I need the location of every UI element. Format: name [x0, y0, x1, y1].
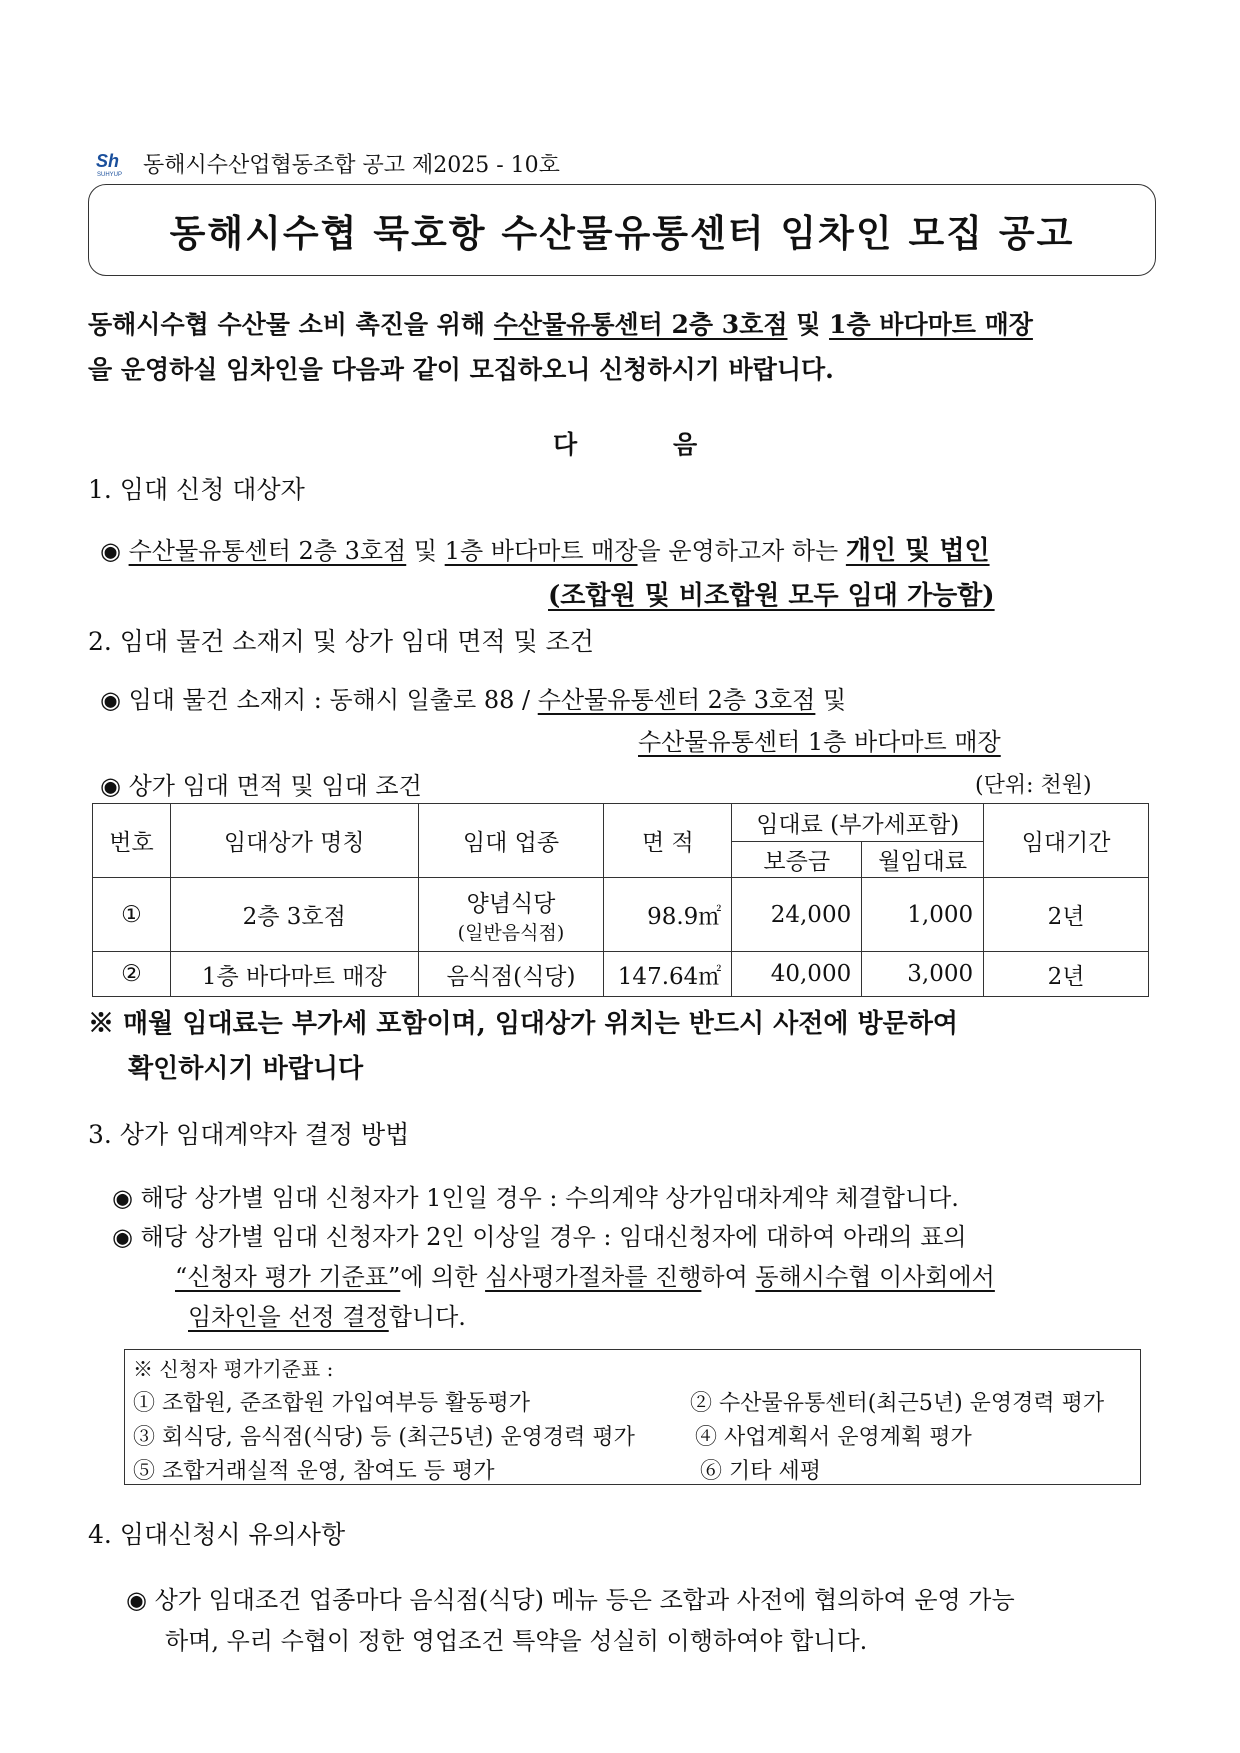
- location-store1: 수산물유통센터 2층 3호점: [537, 686, 816, 714]
- section3-bullet-1: [112, 1178, 959, 1213]
- row-type-sub: (일반음식점): [457, 921, 565, 944]
- header-rent: 임대료 (부가세포함): [732, 804, 984, 842]
- intro-line-1: [88, 305, 1033, 341]
- row-name: 2층 3호점: [170, 878, 418, 952]
- criteria-item-1: ① 조합원, 준조합원 가입여부등 활동평가: [133, 1391, 530, 1416]
- row-period: 2년: [984, 878, 1149, 952]
- rent-note-line-1: ※ 매월 임대료는 부가세 포함이며, 임대상가 위치는 반드시 사전에 방문하여: [88, 1009, 958, 1039]
- section4-bullet: [126, 1580, 1015, 1615]
- row-no: ①: [93, 878, 171, 952]
- row-type: 음식점(식당): [418, 952, 604, 997]
- row-monthly: 3,000: [862, 952, 984, 997]
- section1-store1: 수산물유통센터 2층 3호점: [128, 537, 407, 565]
- bullet-mark-icon: ◉: [112, 1184, 133, 1212]
- header-deposit: 보증금: [732, 842, 862, 878]
- criteria-item-2: ② 수산물유통센터(최근5년) 운영경력 평가: [690, 1391, 1105, 1416]
- board-ref: 동해시수협 이사회에서: [755, 1263, 995, 1291]
- bullet-mark-icon: ◉: [112, 1223, 133, 1251]
- review-process: 심사평가절차를 진행: [485, 1263, 702, 1291]
- criteria-item-3: ③ 회식당, 음식점(식당) 등 (최근5년) 운영경력 평가: [133, 1425, 635, 1450]
- notice-header: [95, 148, 560, 179]
- header-no: 번호: [93, 804, 171, 878]
- section3-text: 합니다.: [388, 1303, 466, 1331]
- header-area: 면 적: [604, 804, 732, 878]
- criteria-item-5: ⑤ 조합거래실적 운영, 참여도 등 평가: [133, 1459, 495, 1484]
- table-row: [93, 878, 1149, 952]
- section3-bullet-2-line-3: [188, 1297, 466, 1332]
- bullet-mark-icon: ◉: [126, 1586, 147, 1614]
- section3-bullet-1-text: 해당 상가별 임대 신청자가 1인일 경우 : 수의계약 상가임대차계약 체결합니다.: [140, 1184, 959, 1212]
- section1-text: 및: [406, 537, 445, 565]
- section3-bullet-2-text: 해당 상가별 임대 신청자가 2인 이상일 경우 : 임대신청자에 대하여 아래의 표의: [140, 1223, 967, 1251]
- lease-table: [92, 803, 1149, 997]
- intro-text: 동해시수협 수산물 소비 촉진을 위해: [88, 310, 494, 339]
- header-type: 임대 업종: [418, 804, 604, 878]
- row-deposit: 40,000: [732, 952, 862, 997]
- location-text: 및: [815, 686, 847, 714]
- intro-highlight-store2: 1층 바다마트 매장: [829, 310, 1033, 339]
- intro-highlight-store1: 수산물유통센터 2층 3호점: [493, 310, 788, 339]
- intro-text: 및: [787, 310, 830, 339]
- location-label: 임대 물건 소재지 : 동해시 일출로 88 /: [128, 686, 538, 714]
- da-label: 다: [553, 430, 578, 459]
- section3-heading: 3. 상가 임대계약자 결정 방법: [88, 1120, 410, 1149]
- row-name: 1층 바다마트 매장: [170, 952, 418, 997]
- section1-heading: 1. 임대 신청 대상자: [88, 475, 305, 504]
- row-area: 147.64㎡: [604, 952, 732, 997]
- suhyup-logo-icon: [95, 150, 129, 178]
- notice-number: 동해시수산업협동조합 공고 제2025 - 10호: [143, 153, 560, 178]
- criteria-item-6: ⑥ 기타 세평: [700, 1459, 821, 1484]
- section1-eligible-note: (조합원 및 비조합원 모두 임대 가능함): [548, 581, 995, 611]
- section3-text: 하여: [701, 1263, 756, 1291]
- section1-eligible: 개인 및 법인: [845, 536, 990, 566]
- criteria-box: [124, 1349, 1141, 1485]
- location-store2: 수산물유통센터 1층 바다마트 매장: [638, 728, 1001, 756]
- section2-heading: 2. 임대 물건 소재지 및 상가 임대 면적 및 조건: [88, 627, 594, 656]
- eum-label: 음: [673, 430, 698, 459]
- criteria-ref: “신청자 평가 기준표”: [175, 1263, 401, 1291]
- table-header-row: [93, 804, 1149, 842]
- area-heading: [100, 766, 422, 801]
- criteria-item-4: ④ 사업계획서 운영계획 평가: [695, 1425, 972, 1450]
- section3-bullet-2: [112, 1217, 967, 1252]
- section1-bullet: [100, 530, 990, 567]
- page-title: 동해시수협 묵호항 수산물유통센터 임차인 모집 공고: [169, 211, 1075, 255]
- tenant-selection: 임차인을 선정 결정: [188, 1303, 389, 1331]
- intro-line-2: 을 운영하실 임차인을 다음과 같이 모집하오니 신청하시기 바랍니다.: [88, 355, 834, 384]
- area-heading-text: 상가 임대 면적 및 임대 조건: [128, 772, 422, 800]
- row-type-main: 양념식당: [466, 890, 556, 917]
- bullet-mark-icon: ◉: [100, 686, 121, 714]
- bullet-mark-icon: ◉: [100, 772, 121, 800]
- table-row: [93, 952, 1149, 997]
- row-deposit: 24,000: [732, 878, 862, 952]
- row-area: 98.9㎡: [604, 878, 732, 952]
- row-type: [418, 878, 604, 952]
- section4-line-1: 상가 임대조건 업종마다 음식점(식당) 메뉴 등은 조합과 사전에 협의하여 운영 가능: [154, 1586, 1015, 1614]
- section3-text: 에 의한: [400, 1263, 486, 1291]
- section4-line-2: 하며, 우리 수협이 정한 영업조건 특약을 성실히 이행하여야 합니다.: [165, 1627, 868, 1655]
- section3-bullet-2-line-2: [175, 1257, 995, 1292]
- section1-text: 을 운영하고자 하는: [637, 537, 846, 565]
- section4-heading: 4. 임대신청시 유의사항: [88, 1520, 346, 1549]
- header-monthly: 월임대료: [862, 842, 984, 878]
- unit-label: (단위: 천원): [975, 773, 1092, 798]
- rent-note-line-2: 확인하시기 바랍니다: [128, 1054, 364, 1084]
- title-box: [88, 184, 1156, 276]
- row-no: ②: [93, 952, 171, 997]
- row-period: 2년: [984, 952, 1149, 997]
- section1-store2: 1층 바다마트 매장: [444, 537, 638, 565]
- svg-text:SUHYUP: SUHYUP: [97, 171, 123, 178]
- row-monthly: 1,000: [862, 878, 984, 952]
- section2-location: [100, 680, 846, 715]
- header-name: 임대상가 명칭: [170, 804, 418, 878]
- bullet-mark-icon: ◉: [100, 537, 121, 565]
- header-period: 임대기간: [984, 804, 1149, 878]
- svg-text:Sh: Sh: [96, 150, 120, 171]
- criteria-title: ※ 신청자 평가기준표 :: [133, 1357, 334, 1381]
